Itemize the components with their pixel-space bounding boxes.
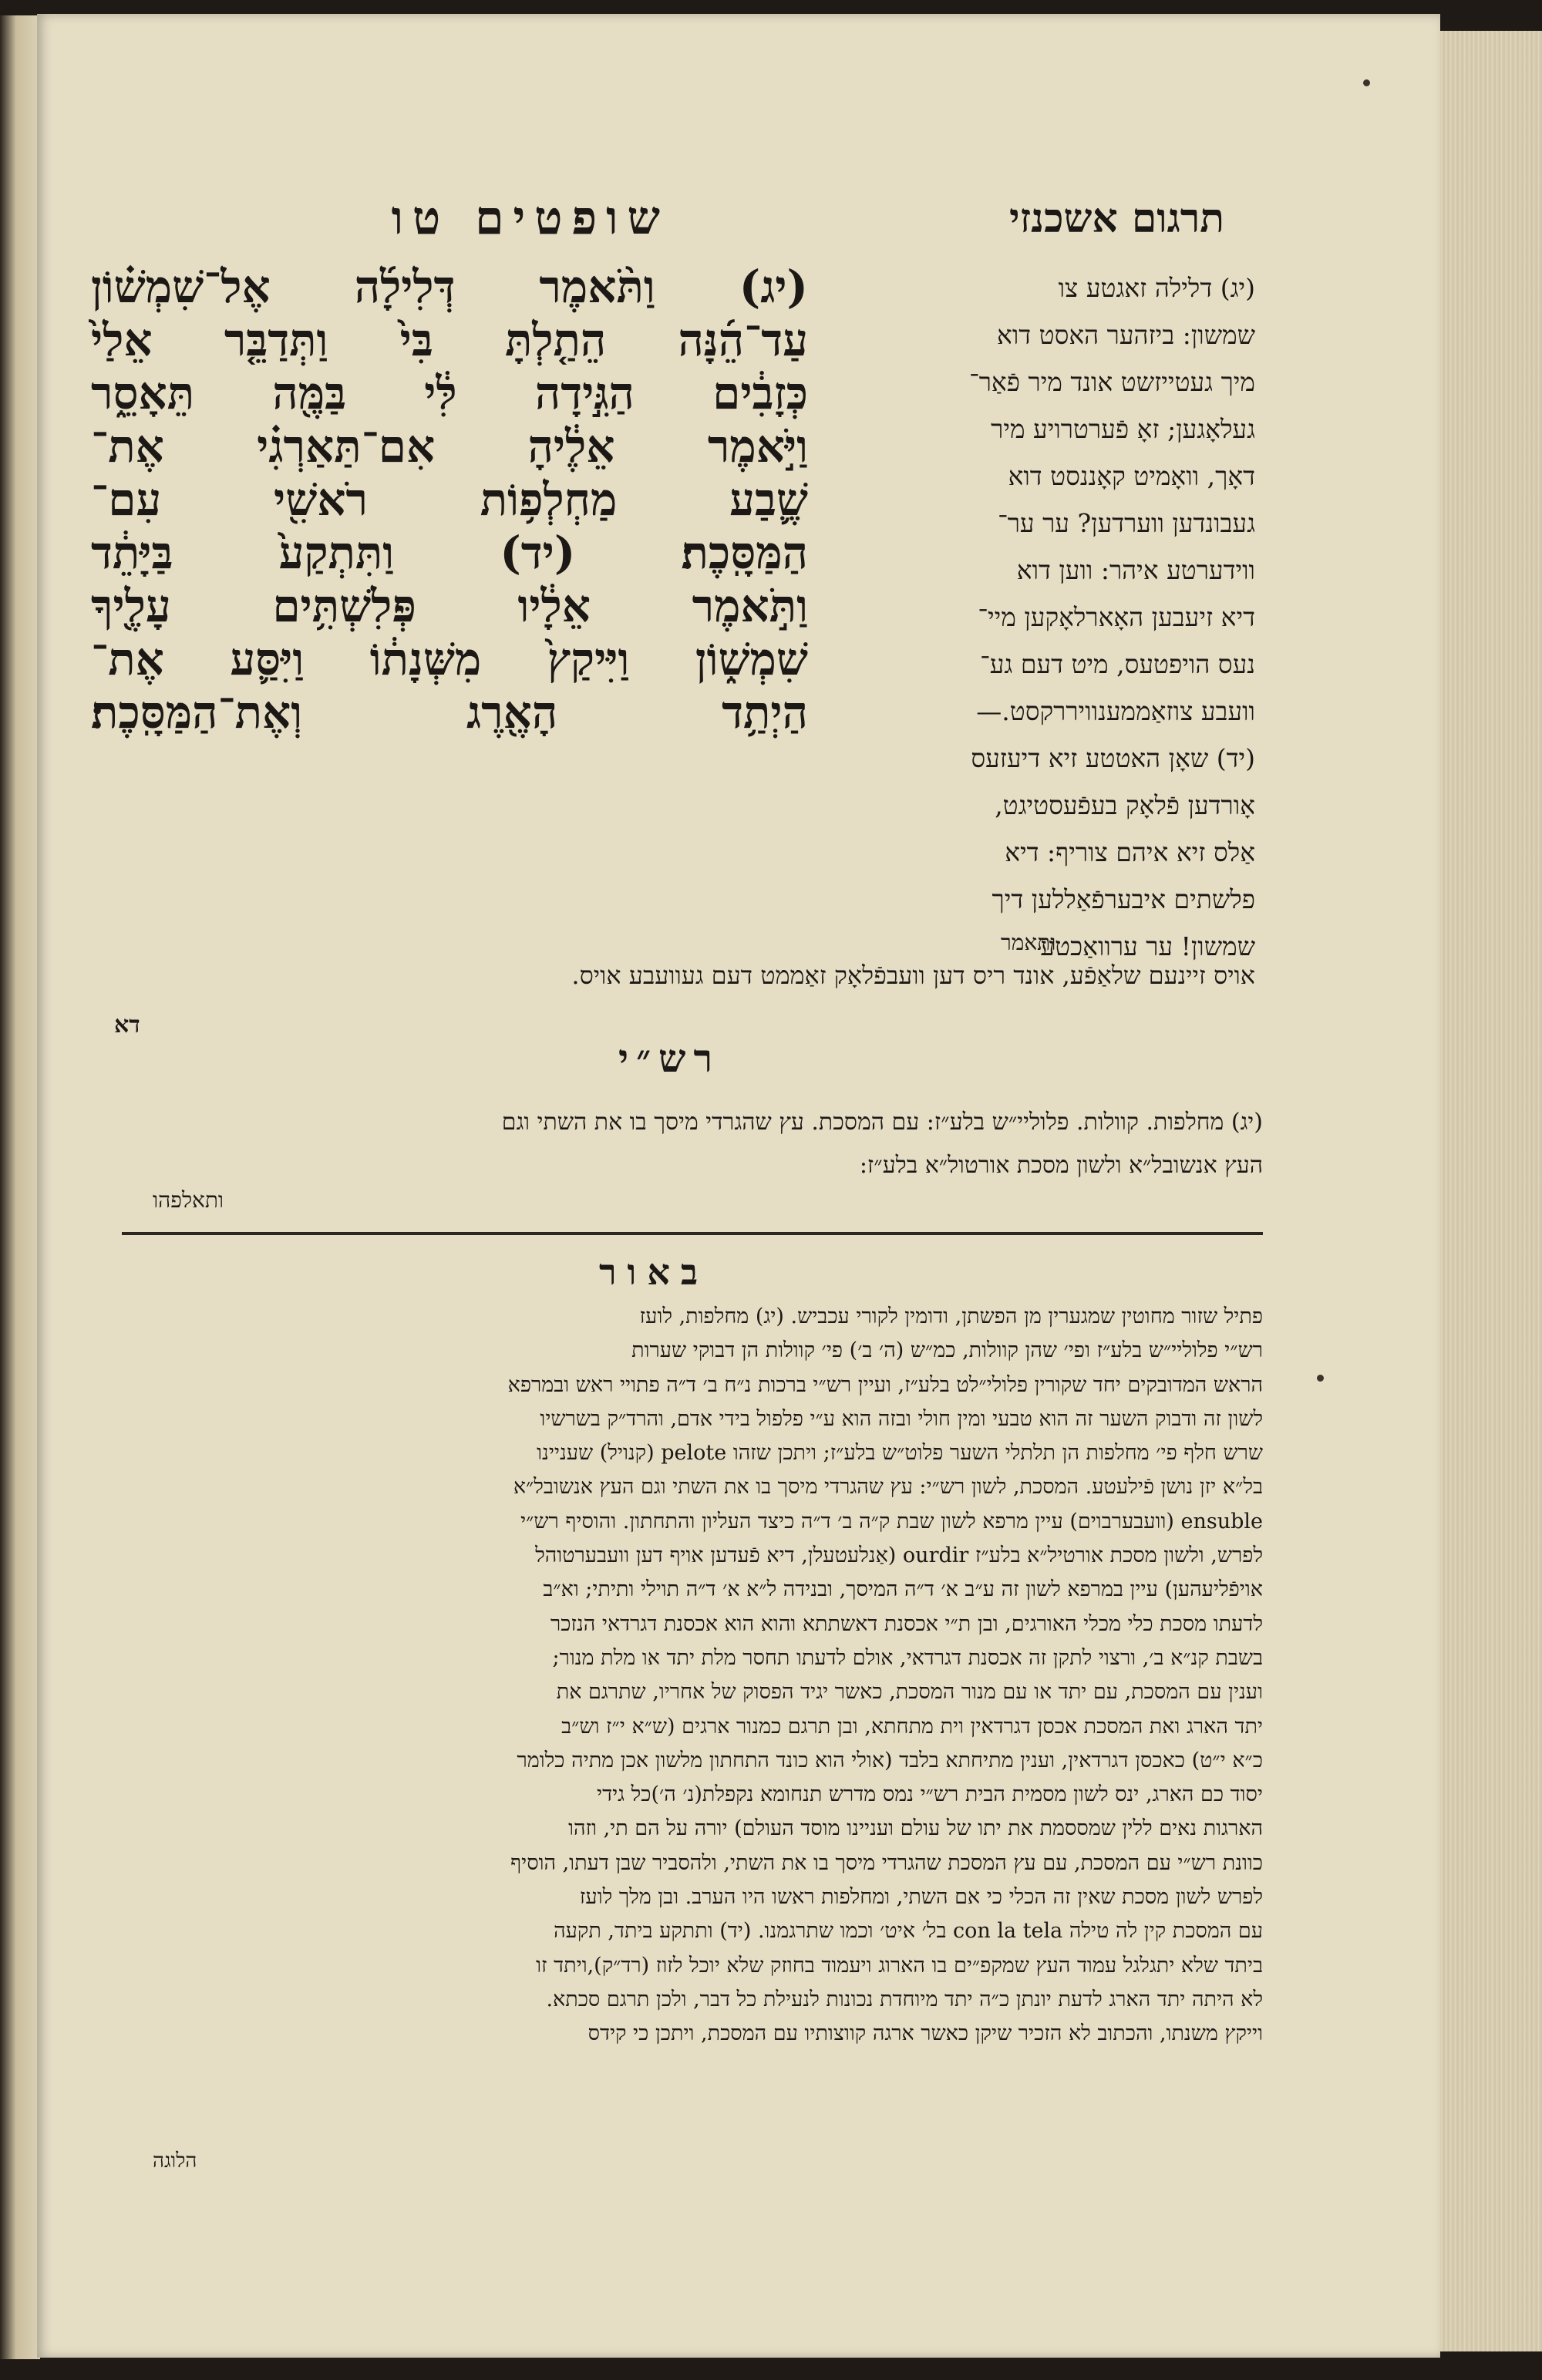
biur-line: לא היתה יתד הארג לדעת יונתן כ״ה יתד מיוחדת נכונות לנעילת כל דבר, ולכן תרגם סכתא. xyxy=(546,1987,1263,2011)
biur-line: כ״א י״ט) כאכסן דגרדאין, וענין מתיחתא בלבד (אולי הוא כונד התחתון מלשון אכן מתיה כלומר xyxy=(517,1748,1263,1772)
hebrew-verses xyxy=(91,261,808,739)
verse-line: שִׁמְשׁ֑וֹן וַיִּיקַץ֙ מִשְּׁנָת֔וֹ וַיִּסַּ֛ע אֶת־ xyxy=(91,633,808,685)
targum-line: מיך געטייזשט אונד מיר פֿאַר־ xyxy=(969,367,1255,397)
biur-line: ביתד שלא יתגלגל עמוד העץ שמקפ״ים בו הארוג ויעמוד בחוזק שלא יוכל לזוז (רד״ק),ויתד זו xyxy=(536,1953,1263,1978)
verse-line: הַמַּסָּֽכֶת׃ (יד) וַתִּתְקַע֙ בַּיָּתֵ֔ד xyxy=(91,527,808,579)
targum-line: געלאָגען; זאָ פֿערטרויע מיר xyxy=(991,414,1255,444)
biur-line: יתד הארג ואת המסכת אכסן דגרדאין וית מתחתא, ובן תרגם כמנור ארגים (ש״א י״ז וש״ב xyxy=(561,1714,1263,1739)
biur-line: לפרש, ולשון מסכת אורטיל״א בלע״ז ourdir (אַנלעטעלן, דיא פֿעדען אויף דען וועבערטוהל xyxy=(535,1543,1263,1568)
verse-line: וַיֹּ֣אמֶר אֵלֶ֔יהָ אִם־תַּאַרְגִ֗י אֶת־ xyxy=(91,420,808,473)
book-page xyxy=(37,14,1440,2358)
paper-speck xyxy=(1363,79,1370,86)
targum-catchword: ותאמר xyxy=(1001,930,1056,955)
section-divider xyxy=(122,1232,1263,1235)
targum-line: דיא זיעבען האָארלאָקען מיי־ xyxy=(978,602,1255,632)
biur-line: בל״א יזן נושן פֿילעטע. המסכת, לשון רש״י: עץ שהגרדי מיסך בו את השתי וגם העץ אנשובל״א xyxy=(513,1475,1263,1500)
targum-column xyxy=(823,264,1255,970)
targum-line: נעס הויפטעס, מיט דעם גע־ xyxy=(980,649,1255,679)
targum-line: שמשון! ער ערוואַכטע xyxy=(1040,931,1255,961)
targum-line: ווידערטע איהר: ווען דוא xyxy=(1016,555,1255,585)
rashi-line: העץ אנשובל״א ולשון מסכת אורטול״א בלע״ז: xyxy=(859,1152,1263,1179)
targum-line: פלשתים איבערפֿאַללען דיך xyxy=(992,884,1255,914)
biur-line: פתיל שזור מחוטין שמגערין מן הפשתן, ודומין לקורי עכביש. (יג) מחלפות, לועז xyxy=(639,1304,1263,1328)
biur-line: שרש חלף פי׳ מחלפות הן תלתלי השער פלוט״ש בלע״ז; ויתכן שזהו pelote (קנויל) שעניינו xyxy=(537,1441,1263,1466)
targum-line: אָורדען פֿלאָק בעפֿעסטיגט, xyxy=(995,790,1255,820)
rashi-catchword: ותאלפהו xyxy=(153,1187,224,1213)
biur-line: וענין עם המסכת, עם יתד או עם מנור המסכת, כאשר יגיד הפסוק של אחריו, שתרגם את xyxy=(556,1680,1263,1705)
biur-line: הראש המדובקים יחד שקורין פלולי״לט בלע״ז, ועיין רש״י ברכות נ״ח ב׳ ד״ה פתויי ראש ובמרפא xyxy=(507,1372,1263,1397)
verse-line: עַד־הֵ֜נָּה הֵתַ֤לְתָּ בִּי֙ וַתְּדַבֵּ֤ר אֵלַי֙ xyxy=(91,314,808,366)
biur-catchword: הלוגה xyxy=(153,2149,197,2173)
paper-speck xyxy=(1317,1375,1324,1382)
verse-line: שֶׁ֛בַע מַחְלְפ֥וֹת רֹאשִׁ֖י עִם־ xyxy=(91,473,808,526)
book-page-stack xyxy=(1433,31,1542,2351)
biur-commentary xyxy=(99,1300,1263,2052)
targum-full-width-line: אויס זיינעם שלאַפֿע, אונד ריס דען וועבפֿלאָק זאַממט דעם געוועבע אויס. xyxy=(571,961,1255,990)
biur-line: לשון זה ודבוק השער זה הוא טבעי ומין חולי ובזה הוא ע״י פלפול בידי אדם, והרד״ק בשרשיו xyxy=(540,1406,1263,1431)
targum-heading: תרגום אשכנזי xyxy=(1009,195,1224,242)
biur-line: יסוד כם הארג, ינס לשון מסמית הבית רש״י נמס מדרש תנחומא נקפלת(נ׳ ה׳)כל גידי xyxy=(597,1782,1263,1807)
rashi-commentary xyxy=(106,1101,1263,1187)
targum-line: שמשון: ביזהער האסט דוא xyxy=(997,320,1255,350)
biur-heading: באור xyxy=(598,1251,709,1293)
biur-line: רש״י פלוליי״ש בלע״ז ופי׳ שהן קוולות, כמ״ש (ה׳ ב׳) פי׳ קוולות הן דבוקי שערות xyxy=(631,1338,1263,1363)
biur-line: כוונת רש״י עם המסכת, עם עץ המסכת שהגרדי מיסך בו את השתי, ולהסביר שבן דעתו, הוסיף xyxy=(510,1850,1263,1875)
verse-line: (יג) וַתֹּ֨אמֶר דְּלִילָ֜ה אֶל־שִׁמְשׁ֗וֹן xyxy=(91,261,808,313)
rashi-line: (יג) מחלפות. קוולות. פלוליי״ש בלע״ז: עם המסכת. עץ שהגרדי מיסך בו את השתי וגם xyxy=(501,1109,1263,1136)
targum-line: (יג) דלילה זאגטע צו xyxy=(1058,273,1255,303)
book-chapter-heading: שופטים טו xyxy=(391,191,669,245)
biur-line: לדעתו מסכת כלי מכלי האורגים, ובן ת״י אכסנת דאשתתא והוא הוא אכסנת דגרדאי הנזכר xyxy=(550,1611,1263,1636)
rashi-heading: רש״י xyxy=(618,1035,721,1081)
verse-line: וַתֹּ֣אמֶר אֵלָ֔יו פְּלִשְׁתִּ֥ים עָלֶ֖יךָ xyxy=(91,580,808,632)
verse-catchword: דא xyxy=(114,1012,140,1039)
biur-line: הארגות נאים ללין שמססמת את יתו של עולם ועניינו מוסד העולם) יורה על הם תי, וזהו xyxy=(568,1816,1263,1841)
targum-line: געבונדען ווערדען? ער ער־ xyxy=(998,508,1255,538)
targum-line: אַלס זיא איהם צוריף: דיא xyxy=(1005,837,1255,867)
verse-line: כְּזָבִ֔ים הַגִּ֣ידָה לִּ֔י בַּמֶּ֖ה תֵּאָסֵ֑ר xyxy=(91,367,808,419)
biur-line: עם המסכת קין לה טילה con la tela בל׳ איט׳ וכמו שתרגמנו. (יד) ותתקע ביתד, תקעה xyxy=(554,1919,1263,1944)
targum-line: (יד) שאָן האטטע זיא דיעזעס xyxy=(971,743,1255,773)
targum-line: וועבע צוזאַממענוויררקסט.— xyxy=(976,696,1255,726)
biur-line: אויפֿליעהען) עיין במרפא לשון זה ע״ב א׳ ד״ה המיסך, ובנידה ל״א א׳ ד״ה תוילי ותיתי; וא״ב xyxy=(543,1577,1263,1602)
biur-line: לפרש לשון מסכת שאין זה הכלי כי אם השתי, ומחלפות ראשו היו הערב. ובן מלך לועז xyxy=(579,1885,1263,1910)
biur-line: בשבת קנ״א ב׳, ורצוי לתקן זה אכסנת דגרדאי, אולם לדעתו תחסר מלת יתד או מלת מנור; xyxy=(552,1645,1263,1670)
previous-page-edge xyxy=(0,15,40,2359)
targum-line: דאָך, וואָמיט קאָננסט דוא xyxy=(1008,461,1255,491)
biur-line: ensuble (וועבערבוים) עיין מרפא לשון שבת ק״ה ב׳ ד״ה כיצד העליון והתחתון. והוסיף רש״י xyxy=(520,1509,1263,1533)
biur-line: וייקץ משנתו, והכתוב לא הזכיר שיקן כאשר ארגה קווצותיו עם המסכת, ויתכן כי קידס xyxy=(588,2021,1263,2046)
verse-line: הַיְתַ֥ד הָאֶ֖רֶג וְאֶת־הַמַּסָּֽכֶת׃ xyxy=(91,686,808,739)
